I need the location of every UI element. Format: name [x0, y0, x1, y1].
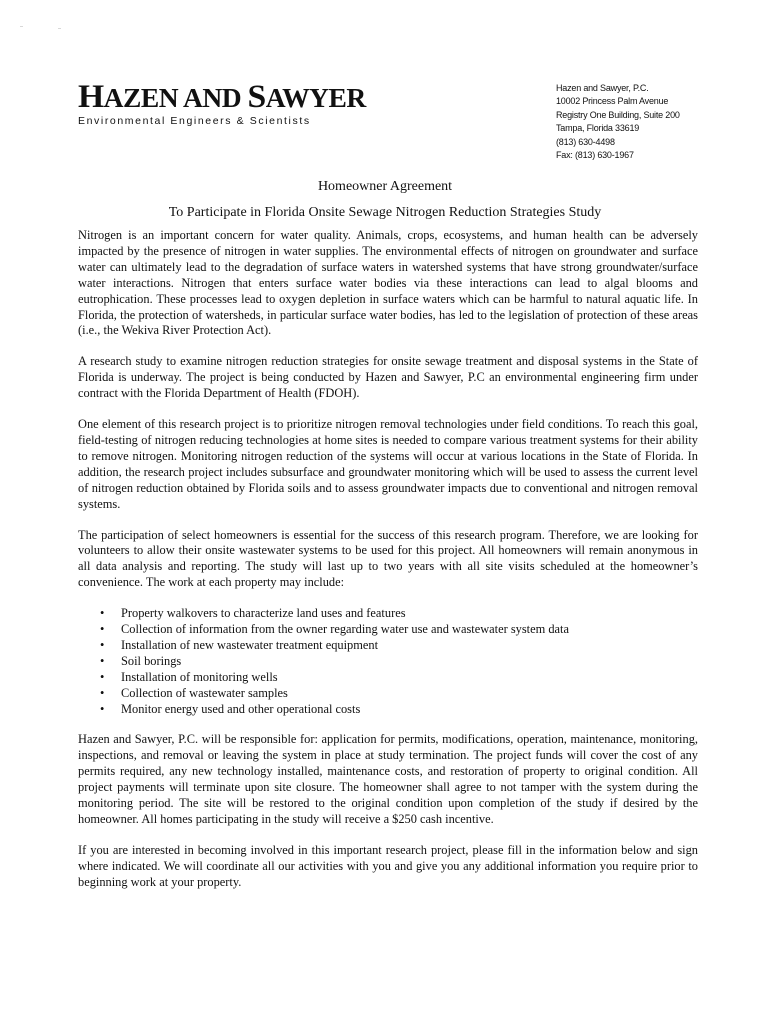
fax-number: Fax: (813) 630-1967	[556, 150, 634, 161]
letterhead	[78, 79, 366, 127]
paragraph-project-element: One element of this research project is to prioritize nitrogen removal technologies under field conditions. To reach this goal, field-testing of nitrogen reducing technologies at home sites is needed to compare various treatment systems for their ability to remove nitrogen. Monitoring nitrogen reduction of the systems will occur at various locations in the State of Florida. In addition, the research project includes subsurface and groundwater monitoring which will be used to assess the current level of nitrogen reduction obtained by Florida soils and to assess groundwater impacts due to conventional and nitrogen removal systems.	[78, 417, 698, 511]
firm-address	[556, 82, 680, 162]
scan-speck	[58, 28, 61, 29]
list-item: • Collection of wastewater samples	[100, 686, 698, 702]
document-title: Homeowner Agreement	[317, 179, 453, 194]
document-body	[78, 228, 698, 906]
address-line: Registry One Building, Suite 200	[556, 109, 680, 120]
list-item: • Installation of monitoring wells	[100, 670, 698, 686]
list-item: • Property walkovers to characterize land uses and features	[100, 606, 698, 622]
list-item: • Monitor energy used and other operational costs	[100, 702, 698, 718]
phone-number: (813) 630-4498	[556, 136, 615, 147]
address-line: Tampa, Florida 33619	[556, 123, 640, 134]
list-item: • Collection of information from the owner regarding water use and wastewater system data	[100, 622, 698, 638]
address-line: Hazen and Sawyer, P.C.	[556, 83, 649, 93]
list-item: • Soil borings	[100, 654, 698, 670]
paragraph-research-study: A research study to examine nitrogen reduction strategies for onsite sewage treatment and disposal systems in the State of Florida is underway. The project is being conducted by Hazen and Sawyer, P.C an environmental engineering firm under contract with the Florida Department of Health (FDOH).	[78, 354, 698, 401]
firm-subtitle: Environmental Engineers & Scientists	[78, 115, 311, 127]
paragraph-responsibilities: Hazen and Sawyer, P.C. will be responsible for: application for permits, modifications, operation, maintenance, monitoring, inspections, and removal or leaving the system in place at study termination. The project funds will cover the cost of any permits required, any new technology installed, maintenance costs, and restoration of property to original condition. All project payments will terminate upon site closure. The homeowner shall agree to not tamper with the system during the monitoring period. The site will be restored to the original condition upon completion of the study if desired by the homeowner. All homes participating in the study will receive a $250 cash incentive.	[78, 732, 698, 826]
work-items-list	[78, 606, 698, 717]
firm-name-logo: HAZEN AND SAWYER	[78, 79, 366, 115]
list-item: • Installation of new wastewater treatment equipment	[100, 638, 698, 654]
paragraph-participation: The participation of select homeowners is essential for the success of this research program. Therefore, we are looking for volunteers to allow their onsite wastewater systems to be used for this project. All homeowners will remain anonymous in all data analysis and reporting. The study will last up to two years with all site visits scheduled at the homeowner’s convenience. The work at each property may include:	[78, 527, 698, 590]
paragraph-nitrogen-concern: Nitrogen is an important concern for water quality. Animals, crops, ecosystems, and human health can be adversely impacted by the presence of nitrogen in water supplies. The environmental effects of nitrogen on groundwater and surface water can ultimately lead to the degradation of surface waters in watershed systems that have strong groundwater/surface water interactions. Nitrogen that enters surface water bodies via these interactions can lead to algal blooms and eutrophication. These processes lead to oxygen depletion in surface waters which can be harmful to natural aquatic life. In Florida, the protection of watersheds, in particular surface water bodies, has led to the legislation of protection of these areas (i.e., the Wekiva River Protection Act).	[78, 228, 698, 338]
address-line: 10002 Princess Palm Avenue	[556, 96, 669, 107]
scan-speck	[20, 26, 23, 27]
document-subtitle: To Participate in Florida Onsite Sewage Nitrogen Reduction Strategies Study	[168, 205, 602, 220]
paragraph-call-to-action: If you are interested in becoming involved in this important research project, please fill in the information below and sign where indicated. We will coordinate all our activities with you and give you any additional information you require prior to beginning work at your property.	[78, 842, 698, 889]
